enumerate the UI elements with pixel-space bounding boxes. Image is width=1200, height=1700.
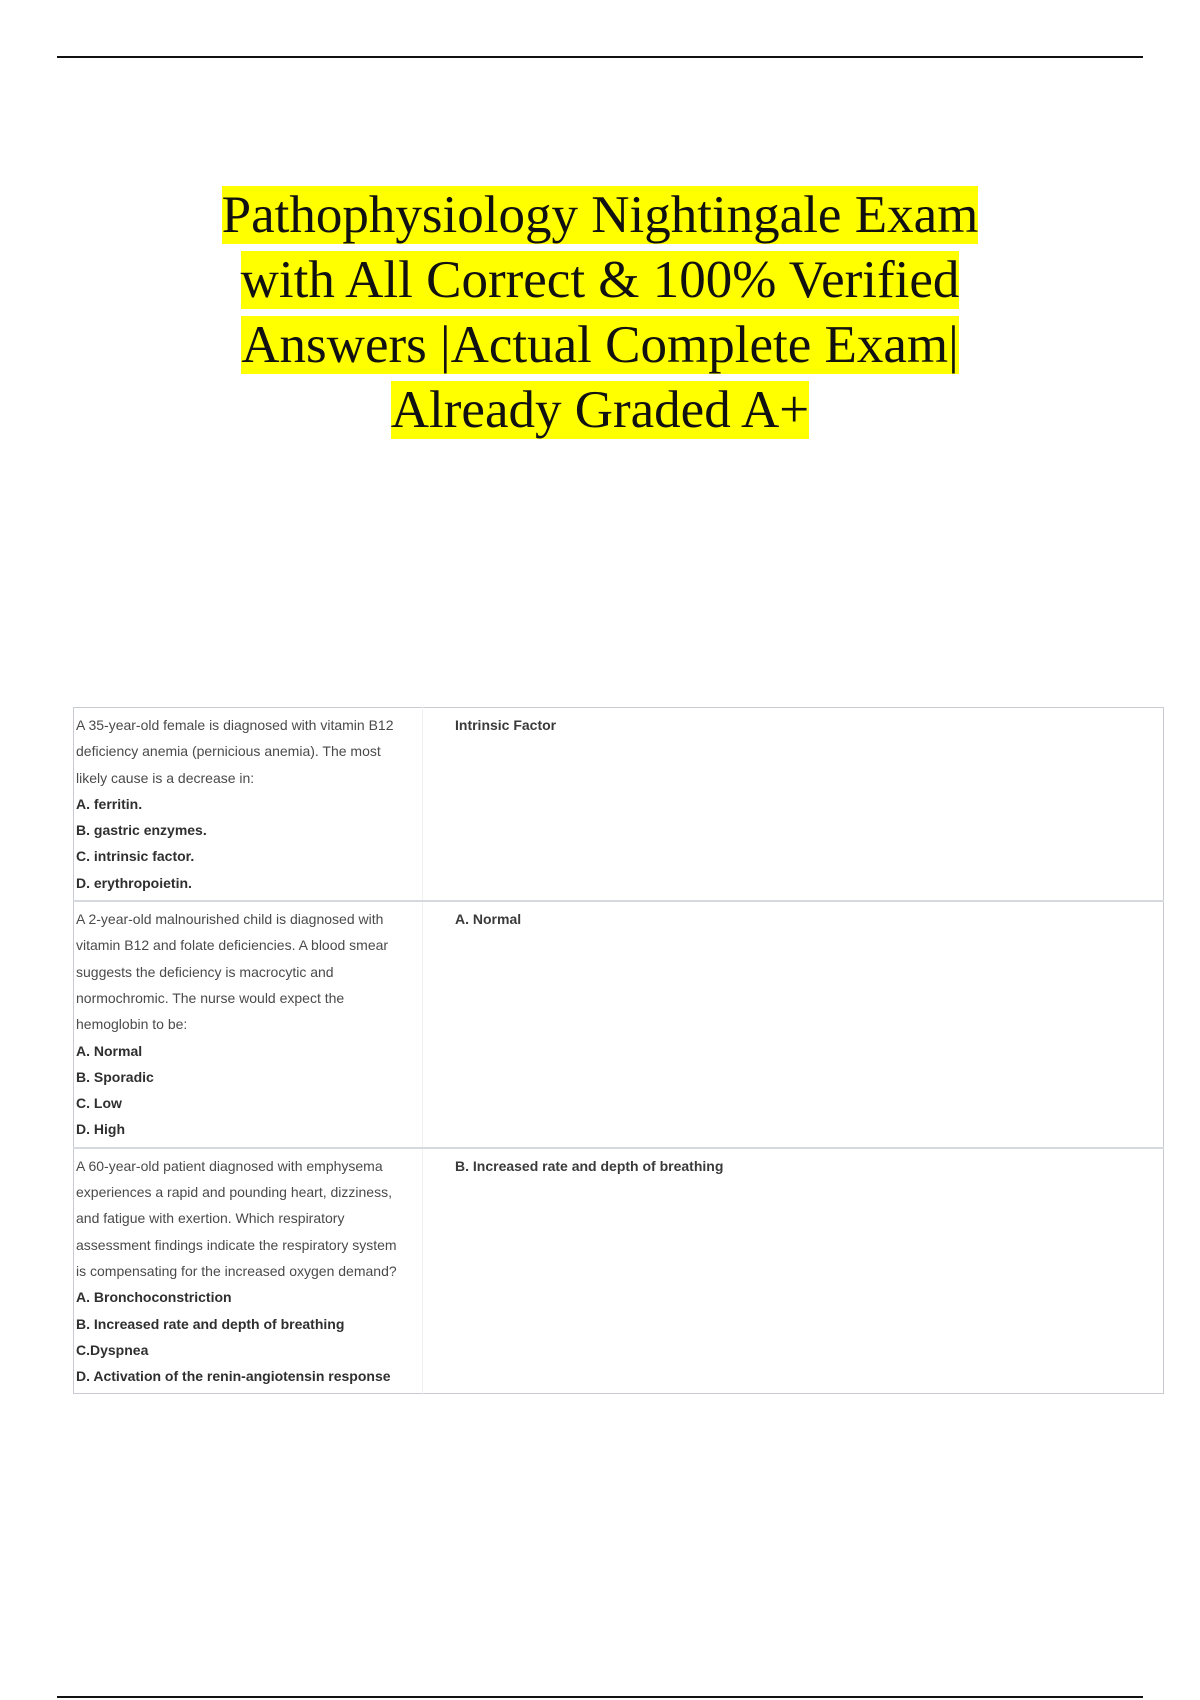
- answer-option: B. Increased rate and depth of breathing: [76, 1315, 345, 1332]
- qa-table: [73, 707, 1164, 1394]
- question-cell: [74, 708, 423, 902]
- table-row: [74, 901, 1164, 1148]
- answer-cell: Intrinsic Factor: [455, 717, 557, 733]
- title-line: Answers |Actual Complete Exam|: [241, 316, 959, 374]
- title-line: with All Correct & 100% Verified: [240, 251, 960, 309]
- answer-option: A. Normal: [76, 1042, 143, 1059]
- answer-option: D. High: [76, 1121, 125, 1138]
- answer-option: C. intrinsic factor.: [76, 848, 195, 865]
- answer-option: A. ferritin.: [76, 795, 143, 812]
- answer-cell: B. Increased rate and depth of breathing: [455, 1157, 724, 1174]
- document-title: [100, 183, 1100, 443]
- answer-option: A. Bronchoconstriction: [76, 1289, 232, 1306]
- answer-cell: A. Normal: [455, 911, 522, 928]
- title-line: Already Graded A+: [390, 381, 810, 439]
- answer-option: C.Dyspnea: [76, 1341, 149, 1358]
- question-text: A 35-year-old female is diagnosed with vitamin B12 deficiency anemia (pernicious anemia). The most likely cause is a decrease in:: [76, 717, 394, 786]
- question-cell: [74, 1148, 423, 1394]
- question-text: A 2-year-old malnourished child is diagnosed with vitamin B12 and folate deficiencies. A blood smear suggests the deficiency is macrocytic and normochromic. The nurse would expect the hemoglobin to be:: [76, 911, 389, 1033]
- top-rule: [57, 56, 1143, 58]
- question-cell: [74, 901, 423, 1148]
- table-row: [74, 708, 1164, 902]
- table-row: [74, 1148, 1164, 1394]
- bottom-rule: [57, 1696, 1143, 1698]
- question-text: A 60-year-old patient diagnosed with emphysema experiences a rapid and pounding heart, dizziness, and fatigue with exertion. Which respiratory assessment findings indicate the respiratory system is compensating for the increased oxygen demand?: [76, 1157, 397, 1279]
- answer-option: D. Activation of the renin-angiotensin response: [76, 1368, 391, 1385]
- title-line: Pathophysiology Nightingale Exam: [221, 186, 979, 244]
- answer-option: B. Sporadic: [76, 1068, 154, 1085]
- answer-option: B. gastric enzymes.: [76, 822, 207, 839]
- answer-option: C. Low: [76, 1095, 122, 1112]
- answer-option: D. erythropoietin.: [76, 874, 192, 891]
